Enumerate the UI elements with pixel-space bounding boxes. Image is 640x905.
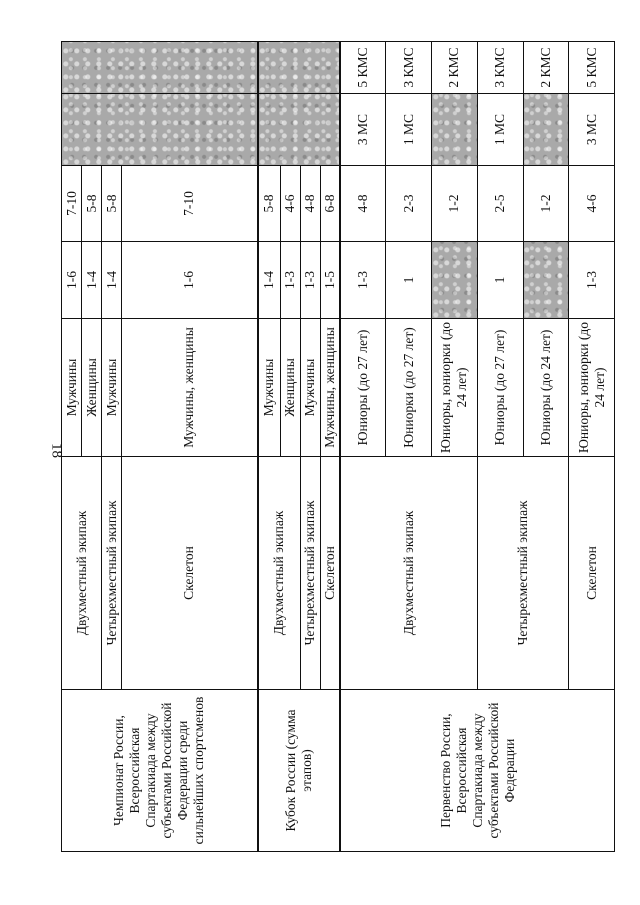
places-cell: 1-3 bbox=[300, 242, 320, 319]
places-cell: 6-8 bbox=[320, 166, 340, 242]
places-cell: 1-2 bbox=[523, 166, 569, 242]
places-cell: 4-6 bbox=[569, 166, 615, 242]
group-cell: Женщины bbox=[82, 319, 102, 457]
places-cell: 1-3 bbox=[280, 242, 300, 319]
table-row bbox=[340, 42, 386, 852]
group-cell: Женщины bbox=[280, 319, 300, 457]
places-cell: 5-8 bbox=[82, 166, 102, 242]
places-cell: 1-6 bbox=[62, 242, 82, 319]
discipline-cell: Двухместный экипаж bbox=[258, 457, 300, 690]
places-cell: 1-3 bbox=[569, 242, 615, 319]
shaded-cell bbox=[523, 242, 569, 319]
group-cell: Мужчины, женщины bbox=[122, 319, 258, 457]
group-cell: Юниоры (до 27 лет) bbox=[477, 319, 523, 457]
page-number: 18 bbox=[48, 443, 65, 458]
ms-cell: 3 МС bbox=[340, 94, 386, 166]
shaded-cell bbox=[62, 94, 258, 166]
shaded-cell bbox=[432, 242, 478, 319]
group-cell: Юниоры, юниорки (до 24 лет) bbox=[432, 319, 478, 457]
places-cell: 5-8 bbox=[258, 166, 280, 242]
discipline-cell: Двухместный экипаж bbox=[340, 457, 477, 690]
kms-cell: 3 КМС bbox=[477, 42, 523, 94]
group-cell: Мужчины bbox=[300, 319, 320, 457]
competition-cell: Первенство России, Всероссийская Спартакиада между субъектами Российской Федерации bbox=[340, 690, 614, 852]
kms-cell: 5 КМС bbox=[569, 42, 615, 94]
places-cell: 2-3 bbox=[386, 166, 432, 242]
places-cell: 1-4 bbox=[102, 242, 122, 319]
ms-cell: 1 МС bbox=[386, 94, 432, 166]
competition-cell: Кубок России (сумма этапов) bbox=[258, 690, 340, 852]
places-cell: 1-6 bbox=[122, 242, 258, 319]
kms-cell: 2 КМС bbox=[432, 42, 478, 94]
table-row bbox=[62, 42, 82, 852]
kms-cell: 3 КМС bbox=[386, 42, 432, 94]
kms-cell: 2 КМС bbox=[523, 42, 569, 94]
places-cell: 1 bbox=[477, 242, 523, 319]
group-cell: Юниоры (до 27 лет) bbox=[340, 319, 386, 457]
competition-cell: Чемпионат России, Всероссийская Спартакиада между субъектами Российской Федерации среди сильнейших спортсменов bbox=[62, 690, 258, 852]
discipline-cell: Четырехместный экипаж bbox=[477, 457, 568, 690]
group-cell: Юниорки (до 27 лет) bbox=[386, 319, 432, 457]
places-cell: 4-8 bbox=[340, 166, 386, 242]
ms-cell: 3 МС bbox=[569, 94, 615, 166]
places-cell: 1-4 bbox=[82, 242, 102, 319]
places-cell: 1-3 bbox=[340, 242, 386, 319]
shaded-cell bbox=[258, 94, 340, 166]
discipline-cell: Четырехместный экипаж bbox=[102, 457, 122, 690]
places-cell: 7-10 bbox=[62, 166, 82, 242]
places-cell: 4-8 bbox=[300, 166, 320, 242]
discipline-cell: Четырехместный экипаж bbox=[300, 457, 320, 690]
table-row bbox=[258, 42, 280, 852]
places-cell: 1-2 bbox=[432, 166, 478, 242]
ms-cell: 1 МС bbox=[477, 94, 523, 166]
discipline-cell: Скелетон bbox=[320, 457, 340, 690]
group-cell: Юниоры, юниорки (до 24 лет) bbox=[569, 319, 615, 457]
discipline-cell: Двухместный экипаж bbox=[62, 457, 102, 690]
shaded-cell bbox=[432, 94, 478, 166]
group-cell: Мужчины, женщины bbox=[320, 319, 340, 457]
places-cell: 1 bbox=[386, 242, 432, 319]
places-cell: 4-6 bbox=[280, 166, 300, 242]
shaded-cell bbox=[523, 94, 569, 166]
group-cell: Мужчины bbox=[102, 319, 122, 457]
discipline-cell: Скелетон bbox=[569, 457, 615, 690]
places-cell: 1-4 bbox=[258, 242, 280, 319]
sport-ranks-table bbox=[61, 41, 615, 852]
places-cell: 5-8 bbox=[102, 166, 122, 242]
places-cell: 2-5 bbox=[477, 166, 523, 242]
shaded-cell bbox=[258, 42, 340, 94]
group-cell: Мужчины bbox=[258, 319, 280, 457]
places-cell: 7-10 bbox=[122, 166, 258, 242]
places-cell: 1-5 bbox=[320, 242, 340, 319]
discipline-cell: Скелетон bbox=[122, 457, 258, 690]
group-cell: Мужчины bbox=[62, 319, 82, 457]
group-cell: Юниоры (до 24 лет) bbox=[523, 319, 569, 457]
shaded-cell bbox=[62, 42, 258, 94]
kms-cell: 5 КМС bbox=[340, 42, 386, 94]
rotated-table-container bbox=[61, 42, 615, 852]
